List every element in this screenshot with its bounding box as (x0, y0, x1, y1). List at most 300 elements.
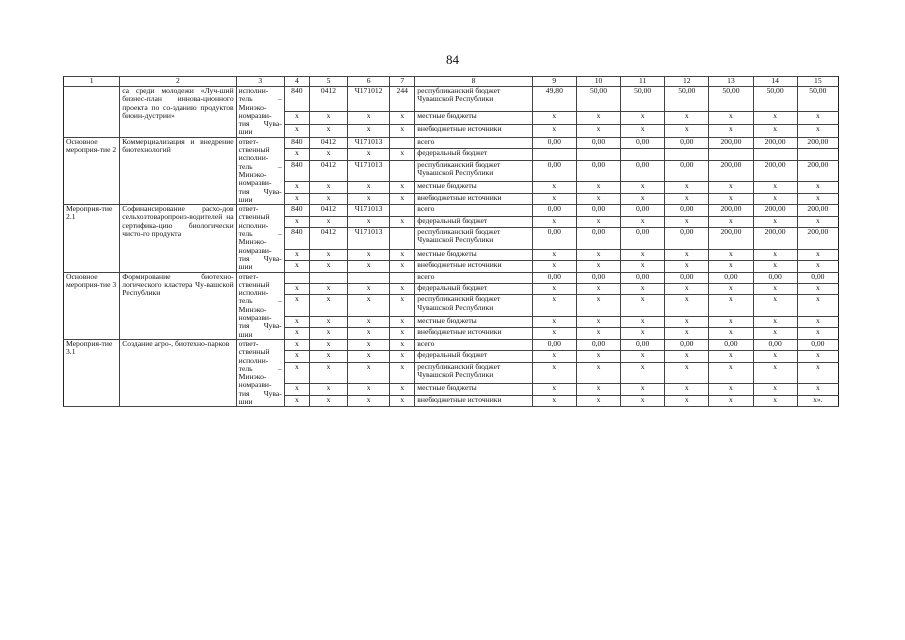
year-value-cell: 0,00 (576, 272, 620, 283)
expense-type-cell (390, 160, 415, 182)
header-cell: 2 (120, 77, 236, 87)
target-article-cell: x (348, 149, 390, 160)
target-article-cell: Ч171012 (348, 87, 390, 112)
year-value-cell: 0,00 (532, 339, 576, 350)
year-value-cell: x (621, 283, 665, 294)
year-value-cell: x (532, 249, 576, 260)
funding-source-cell: республиканский бюджет Чувашской Республики (415, 362, 532, 384)
year-value-cell: x (665, 351, 709, 362)
year-value-cell: x (709, 182, 753, 193)
year-value-cell: x (797, 317, 838, 328)
section-code-cell (309, 272, 347, 283)
year-value-cell: 0,00 (665, 272, 709, 283)
year-value-cell: 0,00 (753, 339, 797, 350)
year-value-cell (621, 149, 665, 160)
year-value-cell: x (709, 249, 753, 260)
table-row (64, 205, 839, 216)
target-article-cell: x (348, 362, 390, 384)
year-value-cell: x (797, 182, 838, 193)
year-value-cell: x (797, 193, 838, 204)
year-value-cell: x (621, 351, 665, 362)
year-value-cell: x (576, 283, 620, 294)
year-value-cell: x (532, 362, 576, 384)
target-article-cell: x (348, 249, 390, 260)
year-value-cell: x (621, 328, 665, 339)
section-code-cell: 0412 (309, 228, 347, 250)
grbs-code-cell: 840 (284, 137, 309, 148)
year-value-cell: 0,00 (576, 205, 620, 216)
header-cell: 9 (532, 77, 576, 87)
year-value-cell: x (576, 249, 620, 260)
year-value-cell: 200,00 (709, 137, 753, 148)
target-article-cell: x (348, 182, 390, 193)
year-value-cell: x (665, 193, 709, 204)
target-article-cell: x (348, 339, 390, 350)
year-value-cell (532, 149, 576, 160)
section-code-cell: x (309, 384, 347, 395)
year-value-cell: x (753, 283, 797, 294)
measure-title: Софинансирование расхо-дов сельхозтоваропроиз-водителей на сертифика-цию биологически чисто-го продукта (120, 205, 236, 272)
year-value-cell: x (753, 182, 797, 193)
year-value-cell: x (709, 283, 753, 294)
table-row (64, 87, 839, 112)
year-value-cell: x (576, 395, 620, 406)
expense-type-cell: x (390, 182, 415, 193)
year-value-cell: x (665, 384, 709, 395)
year-value-cell: x (665, 124, 709, 137)
executor-cell: ответ-ственный исполни-тель – Минэко-номразви-тия Чува-шии (236, 137, 284, 204)
expense-type-cell: x (390, 216, 415, 227)
grbs-code-cell: x (284, 193, 309, 204)
year-value-cell: x (753, 111, 797, 124)
year-value-cell: x (532, 295, 576, 317)
year-value-cell (797, 149, 838, 160)
year-value-cell: x (709, 295, 753, 317)
grbs-code-cell: x (284, 124, 309, 137)
grbs-code-cell (284, 272, 309, 283)
year-value-cell: x (709, 261, 753, 272)
executor-cell: исполни-тель – Минэко-номразви-тия Чува-шии (236, 87, 284, 138)
target-article-cell: Ч171013 (348, 160, 390, 182)
year-value-cell: x (797, 351, 838, 362)
year-value-cell: 0,00 (621, 339, 665, 350)
funding-source-cell: внебюджетные источники (415, 124, 532, 137)
year-value-cell: x (665, 216, 709, 227)
funding-source-cell: республиканский бюджет Чувашской Республики (415, 160, 532, 182)
year-value-cell: x (532, 351, 576, 362)
measure-label: Основное мероприя-тие 3 (64, 272, 120, 339)
target-article-cell: x (348, 351, 390, 362)
year-value-cell: x (797, 249, 838, 260)
year-value-cell: x (532, 328, 576, 339)
year-value-cell: 0,00 (709, 272, 753, 283)
funding-source-cell: всего (415, 205, 532, 216)
header-cell: 3 (236, 77, 284, 87)
year-value-cell: 0,00 (665, 339, 709, 350)
year-value-cell: x (621, 384, 665, 395)
year-value-cell: 0,00 (753, 272, 797, 283)
funding-source-cell: республиканский бюджет Чувашской Республики (415, 228, 532, 250)
header-cell: 5 (309, 77, 347, 87)
year-value-cell: 200,00 (753, 228, 797, 250)
page-number: 84 (446, 52, 459, 67)
funding-source-cell: федеральный бюджет (415, 351, 532, 362)
year-value-cell: 0,00 (709, 339, 753, 350)
year-value-cell: 0,00 (621, 137, 665, 148)
year-value-cell: 49,80 (532, 87, 576, 112)
header-cell: 11 (621, 77, 665, 87)
grbs-code-cell: x (284, 216, 309, 227)
section-code-cell: 0412 (309, 137, 347, 148)
expense-type-cell: x (390, 249, 415, 260)
grbs-code-cell: x (284, 395, 309, 406)
header-cell: 12 (665, 77, 709, 87)
budget-table (63, 76, 839, 407)
funding-source-cell: местные бюджеты (415, 384, 532, 395)
year-value-cell: x (753, 216, 797, 227)
year-value-cell: x (709, 317, 753, 328)
year-value-cell: x (797, 261, 838, 272)
funding-source-cell: федеральный бюджет (415, 149, 532, 160)
target-article-cell: x (348, 384, 390, 395)
expense-type-cell: x (390, 384, 415, 395)
year-value-cell: x (797, 362, 838, 384)
year-value-cell (709, 149, 753, 160)
measure-title: са среди молодежи «Луч-ший бизнес-план иннова-ционного проекта по со-зданию продуктов биоин-дустрии» (120, 87, 236, 138)
header-cell: 13 (709, 77, 753, 87)
year-value-cell: x (576, 216, 620, 227)
year-value-cell: 200,00 (753, 160, 797, 182)
measure-label: Мероприя-тие 3.1 (64, 339, 120, 406)
year-value-cell: x (709, 124, 753, 137)
year-value-cell (665, 149, 709, 160)
year-value-cell: 50,00 (797, 87, 838, 112)
year-value-cell: x (576, 124, 620, 137)
grbs-code-cell: x (284, 149, 309, 160)
target-article-cell: x (348, 261, 390, 272)
year-value-cell: x (753, 362, 797, 384)
grbs-code-cell: x (284, 351, 309, 362)
expense-type-cell (390, 137, 415, 148)
year-value-cell (753, 149, 797, 160)
grbs-code-cell: x (284, 362, 309, 384)
year-value-cell: x (621, 124, 665, 137)
target-article-cell: x (348, 124, 390, 137)
target-article-cell (348, 272, 390, 283)
table-row (64, 272, 839, 283)
target-article-cell: x (348, 111, 390, 124)
expense-type-cell: x (390, 124, 415, 137)
measure-label: Основное мероприя-тие 2 (64, 137, 120, 204)
grbs-code-cell: x (284, 317, 309, 328)
year-value-cell: x (621, 216, 665, 227)
funding-source-cell: федеральный бюджет (415, 283, 532, 294)
section-code-cell: x (309, 111, 347, 124)
expense-type-cell: 244 (390, 87, 415, 112)
year-value-cell: 0,00 (665, 137, 709, 148)
year-value-cell: 0,00 (532, 228, 576, 250)
header-cell: 6 (348, 77, 390, 87)
year-value-cell: x (797, 216, 838, 227)
year-value-cell: x (665, 261, 709, 272)
section-code-cell: x (309, 295, 347, 317)
year-value-cell: 50,00 (621, 87, 665, 112)
section-code-cell: x (309, 362, 347, 384)
year-value-cell: 200,00 (797, 228, 838, 250)
section-code-cell: x (309, 351, 347, 362)
expense-type-cell: x (390, 295, 415, 317)
year-value-cell: x (753, 351, 797, 362)
grbs-code-cell: x (284, 328, 309, 339)
funding-source-cell: республиканский бюджет Чувашской Республики (415, 295, 532, 317)
expense-type-cell: x (390, 395, 415, 406)
measure-title: Коммерциализация и внедрение биотехнологий (120, 137, 236, 204)
year-value-cell: x (709, 328, 753, 339)
expense-type-cell: x (390, 362, 415, 384)
year-value-cell: x (621, 395, 665, 406)
year-value-cell: x (576, 111, 620, 124)
target-article-cell: x (348, 317, 390, 328)
header-cell: 10 (576, 77, 620, 87)
expense-type-cell: x (390, 193, 415, 204)
year-value-cell: x (621, 249, 665, 260)
year-value-cell: x (753, 384, 797, 395)
year-value-cell: x (797, 328, 838, 339)
executor-cell: ответ-ственный исполни-тель – Минэко-номразви-тия Чува-шии (236, 339, 284, 406)
funding-source-cell: всего (415, 137, 532, 148)
year-value-cell: x (797, 384, 838, 395)
section-code-cell: x (309, 149, 347, 160)
year-value-cell: 0,00 (665, 228, 709, 250)
expense-type-cell: x (390, 328, 415, 339)
year-value-cell: 0,00 (797, 339, 838, 350)
table-row (64, 137, 839, 148)
year-value-cell: x (753, 328, 797, 339)
section-code-cell: x (309, 283, 347, 294)
year-value-cell: x (709, 193, 753, 204)
year-value-cell: x (532, 317, 576, 328)
section-code-cell: x (309, 395, 347, 406)
year-value-cell: x (532, 124, 576, 137)
section-code-cell: x (309, 317, 347, 328)
year-value-cell: 200,00 (709, 160, 753, 182)
expense-type-cell (390, 205, 415, 216)
measure-label: Мероприя-тие 2.1 (64, 205, 120, 272)
funding-source-cell: местные бюджеты (415, 317, 532, 328)
funding-source-cell: внебюджетные источники (415, 395, 532, 406)
year-value-cell: 0,00 (576, 228, 620, 250)
year-value-cell: x (665, 395, 709, 406)
target-article-cell: x (348, 328, 390, 339)
measure-title: Формирование биотехно-логического кластера Чу-вашской Республики (120, 272, 236, 339)
year-value-cell: 0,00 (576, 160, 620, 182)
table-row (64, 339, 839, 350)
header-cell: 1 (64, 77, 120, 87)
grbs-code-cell: 840 (284, 160, 309, 182)
year-value-cell: x (532, 193, 576, 204)
year-value-cell: 50,00 (576, 87, 620, 112)
target-article-cell: x (348, 295, 390, 317)
year-value-cell: x (709, 351, 753, 362)
year-value-cell: x (753, 124, 797, 137)
target-article-cell: Ч171013 (348, 137, 390, 148)
section-code-cell: x (309, 216, 347, 227)
section-code-cell: x (309, 124, 347, 137)
funding-source-cell: внебюджетные источники (415, 193, 532, 204)
expense-type-cell (390, 228, 415, 250)
year-value-cell: x (532, 283, 576, 294)
grbs-code-cell: 840 (284, 228, 309, 250)
funding-source-cell: всего (415, 339, 532, 350)
section-code-cell: 0412 (309, 205, 347, 216)
year-value-cell: 200,00 (797, 160, 838, 182)
target-article-cell: x (348, 216, 390, 227)
year-value-cell: 0,00 (665, 160, 709, 182)
year-value-cell: 50,00 (753, 87, 797, 112)
expense-type-cell (390, 272, 415, 283)
year-value-cell: x (797, 295, 838, 317)
year-value-cell: x (797, 124, 838, 137)
funding-source-cell: федеральный бюджет (415, 216, 532, 227)
year-value-cell: x (665, 182, 709, 193)
year-value-cell: x (576, 261, 620, 272)
year-value-cell: x (665, 249, 709, 260)
expense-type-cell: x (390, 283, 415, 294)
expense-type-cell: x (390, 317, 415, 328)
year-value-cell: x (532, 216, 576, 227)
grbs-code-cell: x (284, 384, 309, 395)
target-article-cell: x (348, 193, 390, 204)
year-value-cell: 200,00 (797, 137, 838, 148)
grbs-code-cell: x (284, 261, 309, 272)
table-header-row (64, 77, 839, 87)
executor-cell: ответ-ственный исполни-тель – Минэко-номразви-тия Чува-шии (236, 272, 284, 339)
funding-source-cell: всего (415, 272, 532, 283)
year-value-cell: x (753, 395, 797, 406)
header-cell: 14 (753, 77, 797, 87)
measure-label (64, 87, 120, 138)
grbs-code-cell: x (284, 295, 309, 317)
grbs-code-cell: x (284, 283, 309, 294)
funding-source-cell: местные бюджеты (415, 111, 532, 124)
year-value-cell: x (797, 111, 838, 124)
year-value-cell: x (621, 261, 665, 272)
expense-type-cell: x (390, 261, 415, 272)
year-value-cell: 50,00 (709, 87, 753, 112)
year-value-cell: x (621, 362, 665, 384)
grbs-code-cell: x (284, 111, 309, 124)
executor-cell: ответ-ственный исполни-тель – Минэко-номразви-тия Чува-шии (236, 205, 284, 272)
header-cell: 7 (390, 77, 415, 87)
year-value-cell: x (576, 317, 620, 328)
header-cell: 4 (284, 77, 309, 87)
target-article-cell: Ч171013 (348, 205, 390, 216)
funding-source-cell: местные бюджеты (415, 182, 532, 193)
year-value-cell: 0,00 (576, 137, 620, 148)
year-value-cell: x (532, 261, 576, 272)
year-value-cell: 0,00 (532, 272, 576, 283)
year-value-cell: x (665, 295, 709, 317)
year-value-cell: x (753, 317, 797, 328)
year-value-cell: x (621, 111, 665, 124)
year-value-cell: 200,00 (753, 137, 797, 148)
year-value-cell: 50,00 (665, 87, 709, 112)
year-value-cell: 200,00 (753, 205, 797, 216)
year-value-cell: x (621, 295, 665, 317)
section-code-cell: x (309, 339, 347, 350)
year-value-cell: x (709, 362, 753, 384)
funding-source-cell: местные бюджеты (415, 249, 532, 260)
year-value-cell: x (665, 362, 709, 384)
year-value-cell: x (709, 216, 753, 227)
year-value-cell: 200,00 (709, 228, 753, 250)
year-value-cell: x (665, 328, 709, 339)
year-value-cell: 0,00 (576, 339, 620, 350)
year-value-cell: x (709, 395, 753, 406)
expense-type-cell: x (390, 111, 415, 124)
year-value-cell: x (576, 362, 620, 384)
section-code-cell: 0412 (309, 160, 347, 182)
year-value-cell: 0,00 (797, 272, 838, 283)
header-cell: 15 (797, 77, 838, 87)
grbs-code-cell: x (284, 182, 309, 193)
year-value-cell: x (532, 384, 576, 395)
expense-type-cell: x (390, 339, 415, 350)
year-value-cell: x (576, 384, 620, 395)
target-article-cell: x (348, 283, 390, 294)
year-value-cell: x (797, 283, 838, 294)
year-value-cell: x (665, 111, 709, 124)
year-value-cell: 0,00 (532, 205, 576, 216)
year-value-cell: x (753, 295, 797, 317)
year-value-cell: 0,00 (532, 137, 576, 148)
year-value-cell: x». (797, 395, 838, 406)
year-value-cell: 0,00 (621, 228, 665, 250)
funding-source-cell: внебюджетные источники (415, 261, 532, 272)
year-value-cell: x (576, 295, 620, 317)
section-code-cell: x (309, 182, 347, 193)
year-value-cell: x (753, 193, 797, 204)
section-code-cell: x (309, 249, 347, 260)
year-value-cell: x (532, 395, 576, 406)
year-value-cell: 0,00 (621, 272, 665, 283)
year-value-cell: x (709, 111, 753, 124)
target-article-cell: Ч171013 (348, 228, 390, 250)
year-value-cell: x (665, 283, 709, 294)
section-code-cell: 0412 (309, 87, 347, 112)
section-code-cell: x (309, 261, 347, 272)
year-value-cell: x (576, 193, 620, 204)
year-value-cell: 0,00 (532, 160, 576, 182)
expense-type-cell: x (390, 149, 415, 160)
year-value-cell: x (621, 317, 665, 328)
year-value-cell: x (532, 182, 576, 193)
year-value-cell (576, 149, 620, 160)
header-cell: 8 (415, 77, 532, 87)
year-value-cell: x (753, 261, 797, 272)
grbs-code-cell: 840 (284, 205, 309, 216)
year-value-cell: 200,00 (709, 205, 753, 216)
year-value-cell: x (576, 328, 620, 339)
year-value-cell: x (665, 317, 709, 328)
year-value-cell: x (621, 182, 665, 193)
year-value-cell: 0,00 (621, 160, 665, 182)
year-value-cell: 0,00 (665, 205, 709, 216)
expense-type-cell: x (390, 351, 415, 362)
funding-source-cell: республиканский бюджет Чувашской Республики (415, 87, 532, 112)
year-value-cell: x (532, 111, 576, 124)
year-value-cell: x (753, 249, 797, 260)
